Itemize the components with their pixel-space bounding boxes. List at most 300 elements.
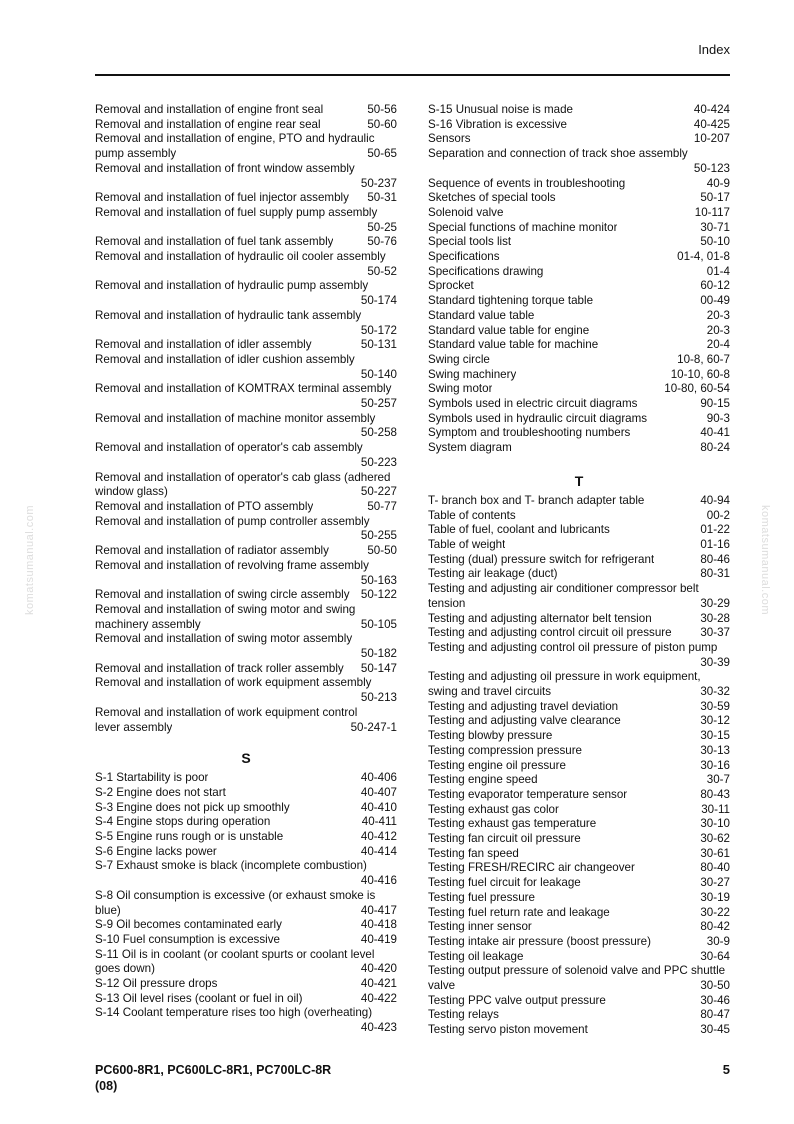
entry-row [95,191,397,206]
index-entry [95,250,397,279]
entry-row [95,933,397,948]
entry-title: Testing exhaust gas temperature [428,817,597,831]
index-entry [95,603,397,632]
entry-title: S-13 Oil level rises (coolant or fuel in oil) [95,991,303,1005]
entry-title: Removal and installation of engine rear seal [95,117,321,131]
index-entry [428,177,730,192]
index-entry [95,977,397,992]
entry-title: Removal and installation of swing circle assembly [95,588,350,602]
index-entry [428,641,730,670]
entry-title: Testing PPC valve output pressure [428,993,606,1007]
entry-page-ref: 30-59 [700,699,730,713]
entry-row [428,221,730,236]
entry-page-ref: 00-2 [706,508,730,522]
entry-row [428,906,730,921]
entry-row [428,324,730,339]
entry-page-ref: 80-24 [700,441,730,455]
index-entry [428,817,730,832]
entry-title: S-14 Coolant temperature rises too high (overheating) [95,1006,373,1020]
entry-title: S-5 Engine runs rough or is unstable [95,830,284,844]
entry-page-ref: 40-423 [360,1021,397,1035]
index-entry [428,935,730,950]
index-entry [428,773,730,788]
footer-model [95,1062,331,1094]
entry-page-ref: 01-16 [700,537,730,551]
entry-title: Removal and installation of hydraulic tank assembly [95,308,362,322]
entry-page-ref: 40-414 [360,844,397,858]
entry-page-ref: 50-140 [360,367,397,381]
index-entry [428,861,730,876]
entry-title: S-7 Exhaust smoke is black (incomplete combustion) [95,859,367,873]
entry-title: Testing and adjusting travel deviation [428,699,619,713]
index-entry [95,118,397,133]
entry-title: Testing relays [428,1008,499,1022]
entry-title: S-6 Engine lacks power [95,844,217,858]
entry-row [428,832,730,847]
entry-title: Swing machinery [428,367,517,381]
index-entry [95,815,397,830]
entry-page-ref: 20-3 [706,323,730,337]
index-entry [428,714,730,729]
entry-row [95,618,397,633]
entry-title: Table of contents [428,508,516,522]
entry-page-ref: 50-182 [360,647,397,661]
index-entry [95,103,397,118]
entry-page-ref: 50-255 [360,529,397,543]
index-entry [428,832,730,847]
entry-title: Testing compression pressure [428,743,583,757]
index-entry [428,906,730,921]
entry-row [428,597,730,612]
entry-page-ref: 50-163 [360,573,397,587]
entry-title: Removal and installation of engine, PTO and hydraulic [95,132,375,146]
entry-row [428,700,730,715]
entry-title: Solenoid valve [428,205,504,219]
entry-title: Sprocket [428,279,474,293]
section-letter: S [241,750,251,767]
entry-title: Sensors [428,132,471,146]
index-entry [428,397,730,412]
entry-page-ref: 30-12 [700,714,730,728]
entry-title: Sequence of events in troubleshooting [428,176,626,190]
entry-title: Testing air leakage (duct) [428,567,558,581]
index-entry [428,118,730,133]
entry-title: S-8 Oil consumption is excessive (or exhaust smoke is [95,888,376,902]
entry-row [428,538,730,553]
entry-title: S-12 Oil pressure drops [95,977,218,991]
entry-title: Removal and installation of hydraulic oil cooler assembly [95,250,386,264]
index-entry [428,876,730,891]
footer-model-names: PC600-8R1, PC600LC-8R1, PC700LC-8R [95,1063,332,1077]
entry-title: Special functions of machine monitor [428,220,618,234]
index-entry [428,235,730,250]
entry-title: S-1 Startability is poor [95,771,209,785]
entry-page-ref: 50-76 [367,235,397,249]
index-entry [428,103,730,118]
entry-page-ref: 50-213 [360,691,397,705]
entry-title: Testing intake air pressure (boost pressure) [428,934,651,948]
index-entry [428,891,730,906]
entry-title: S-16 Vibration is excessive [428,117,567,131]
entry-title: Testing and adjusting control oil pressure of piston pump [428,640,718,654]
index-entry [95,206,397,235]
entry-row [428,773,730,788]
entry-page-ref: 50-50 [367,544,397,558]
entry-title: blue) [95,903,121,917]
entry-row [428,950,730,965]
entry-title: Symptom and troubleshooting numbers [428,426,631,440]
entry-row [428,353,730,368]
entry-title: Symbols used in electric circuit diagrams [428,397,638,411]
entry-row [428,412,730,427]
entry-title: tension [428,596,466,610]
index-entry [428,1008,730,1023]
entry-page-ref: 50-17 [700,191,730,205]
entry-row [428,494,730,509]
entry-title: Testing fan speed [428,846,519,860]
entry-title: Testing engine speed [428,773,538,787]
entry-page-ref: 50-60 [367,117,397,131]
footer-page-number: 5 [722,1062,730,1077]
entry-page-ref: 30-19 [700,890,730,904]
entry-title: Removal and installation of revolving frame assembly [95,558,369,572]
entry-row [95,992,397,1007]
index-entry [95,382,397,411]
index-column-left [95,103,397,1036]
entry-row [428,523,730,538]
entry-page-ref: 30-62 [700,832,730,846]
index-entry [428,1023,730,1038]
entry-page-ref: 10-8, 60-7 [677,352,730,366]
entry-title: T- branch box and T- branch adapter table [428,493,645,507]
entry-title: swing and travel circuits [428,685,552,699]
entry-row [428,309,730,324]
index-entry [428,700,730,715]
entry-row [428,368,730,383]
entry-title: Removal and installation of KOMTRAX terminal assembly [95,382,392,396]
index-entry [428,221,730,236]
index-entry [95,353,397,382]
entry-title: Testing evaporator temperature sensor [428,787,628,801]
entry-title: Testing blowby pressure [428,729,553,743]
entry-row [428,861,730,876]
entry-row [428,788,730,803]
index-entry [95,889,397,918]
entry-row [428,338,730,353]
entry-title: S-4 Engine stops during operation [95,815,271,829]
entry-title: Table of fuel, coolant and lubricants [428,523,610,537]
entry-title: S-10 Fuel consumption is excessive [95,932,280,946]
entry-page-ref: 50-174 [360,294,397,308]
index-entry [95,948,397,977]
entry-page-ref: 30-27 [700,876,730,890]
entry-title: Testing servo piston movement [428,1023,588,1037]
entry-title: Removal and installation of engine front seal [95,103,324,116]
entry-row [428,441,730,456]
index-entry [428,368,730,383]
watermark-left: komatsumanual.com [24,505,36,615]
entry-title: Separation and connection of track shoe assembly [428,147,688,161]
entry-title: Testing and adjusting control circuit oil pressure [428,626,672,640]
entry-row [428,426,730,441]
entry-page-ref: 30-13 [700,743,730,757]
entry-title: machinery assembly [95,617,201,631]
entry-title: System diagram [428,441,512,455]
entry-row [95,845,397,860]
entry-title: Removal and installation of operator's cab assembly [95,441,363,455]
index-entry [95,992,397,1007]
index-entry [428,553,730,568]
entry-page-ref: 50-223 [360,455,397,469]
entry-page-ref: 80-47 [700,1008,730,1022]
entry-row [95,338,397,353]
index-entry [428,759,730,774]
entry-page-ref: 01-4 [706,264,730,278]
index-entry [428,338,730,353]
section-letter: T [574,472,584,489]
entry-page-ref: 40-411 [361,815,397,829]
entry-row [95,103,397,118]
entry-title: lever assembly [95,720,173,734]
entry-page-ref: 20-4 [706,338,730,352]
entry-row [95,118,397,133]
entry-page-ref: 10-117 [694,205,730,219]
entry-row [95,962,397,977]
entry-row [428,803,730,818]
entry-title: Removal and installation of fuel injector assembly [95,191,349,205]
entry-title: Swing motor [428,382,493,396]
index-entry [95,706,397,735]
entry-page-ref: 50-105 [360,617,397,631]
entry-page-ref: 30-39 [700,655,730,669]
entry-page-ref: 20-3 [706,308,730,322]
entry-row [428,1023,730,1038]
entry-row [95,235,397,250]
index-entry [428,788,730,803]
entry-page-ref: 80-40 [700,861,730,875]
entry-row [428,103,730,118]
index-entry [428,950,730,965]
entry-page-ref: 40-425 [693,117,730,131]
index-entry [428,294,730,309]
index-entry [428,509,730,524]
entry-row [95,977,397,992]
entry-page-ref: 80-46 [700,552,730,566]
entry-title: Special tools list [428,235,512,249]
entry-page-ref: 30-32 [700,685,730,699]
entry-row [428,382,730,397]
entry-title: Specifications [428,250,500,264]
entry-row [428,279,730,294]
index-entry [428,964,730,993]
entry-page-ref: 50-237 [360,176,397,190]
entry-page-ref: 40-419 [360,932,397,946]
entry-title: Removal and installation of front window assembly [95,161,355,175]
entry-page-ref: 40-410 [360,800,397,814]
index-entry [95,515,397,544]
entry-row [428,817,730,832]
entry-page-ref: 50-65 [367,147,397,161]
entry-row [95,815,397,830]
index-entry [428,670,730,699]
entry-page-ref: 40-412 [360,830,397,844]
entry-page-ref: 50-25 [367,220,397,234]
entry-row [428,685,730,700]
entry-title: Testing fuel return rate and leakage [428,905,610,919]
index-entry [428,132,730,147]
entry-row [428,250,730,265]
entry-title: Testing output pressure of solenoid valve and PPC shuttle [428,964,726,978]
entry-page-ref: 40-407 [360,785,397,799]
entry-title: Removal and installation of radiator assembly [95,544,329,558]
entry-title: Removal and installation of operator's cab glass (adhered [95,470,391,484]
entry-page-ref: 40-422 [360,991,397,1005]
index-entry [95,309,397,338]
entry-page-ref: 90-3 [706,411,730,425]
entry-page-ref: 40-416 [360,874,397,888]
entry-page-ref: 30-22 [700,905,730,919]
index-entry [95,544,397,559]
entry-page-ref: 80-31 [700,567,730,581]
index-entry [95,859,397,888]
index-entry [95,771,397,786]
entry-row [428,294,730,309]
entry-row [428,132,730,147]
entry-title: Testing and adjusting alternator belt tension [428,611,652,625]
entry-title: Removal and installation of idler cushion assembly [95,352,355,366]
entry-page-ref: 30-50 [700,979,730,993]
entry-title: Standard value table [428,308,535,322]
entry-row [95,904,397,919]
index-entry [428,309,730,324]
entry-page-ref: 40-41 [700,426,730,440]
entry-page-ref: 30-37 [700,626,730,640]
entry-page-ref: 50-31 [367,191,397,205]
index-entry [95,588,397,603]
entry-row [95,662,397,677]
entry-page-ref: 90-15 [700,397,730,411]
entry-page-ref: 30-45 [700,1023,730,1037]
entry-title: Testing fuel pressure [428,890,535,904]
index-entry [428,744,730,759]
entry-row [428,553,730,568]
index-entry [428,412,730,427]
index-entry [428,523,730,538]
entry-title: S-2 Engine does not start [95,785,226,799]
entry-title: valve [428,979,456,993]
index-entry [95,845,397,860]
entry-row [428,626,730,641]
entry-page-ref: 50-258 [360,426,397,440]
entry-row [95,801,397,816]
index-entry [428,729,730,744]
entry-page-ref: 10-207 [693,132,730,146]
entry-page-ref: 30-16 [700,758,730,772]
header-rule [95,74,730,76]
entry-page-ref: 30-61 [700,846,730,860]
index-entry [95,191,397,206]
entry-title: Testing (dual) pressure switch for refrigerant [428,552,655,566]
entry-row [428,509,730,524]
entry-row [95,830,397,845]
entry-title: Testing exhaust gas color [428,802,559,816]
entry-row [428,1008,730,1023]
entry-row [428,979,730,994]
entry-title: window glass) [95,485,168,499]
entry-page-ref: 50-257 [360,397,397,411]
entry-page-ref: 30-15 [700,729,730,743]
index-entry [95,1006,397,1035]
entry-title: Testing and adjusting air conditioner compressor belt [428,582,699,596]
entry-title: Symbols used in hydraulic circuit diagrams [428,411,648,425]
entry-page-ref: 40-406 [360,771,397,785]
entry-title: Removal and installation of work equipment assembly [95,676,372,690]
index-entry [428,847,730,862]
entry-page-ref: 50-131 [360,338,397,352]
entry-title: Removal and installation of fuel supply pump assembly [95,205,378,219]
index-entry [95,162,397,191]
index-entry [428,920,730,935]
entry-page-ref: 30-29 [700,596,730,610]
entry-page-ref: 10-80, 60-54 [664,382,730,396]
entry-title: Removal and installation of PTO assembly [95,499,314,513]
index-entry [428,324,730,339]
entry-title: Testing FRESH/RECIRC air changeover [428,861,635,875]
index-entry [428,147,730,176]
index-entry [95,830,397,845]
entry-row [95,544,397,559]
index-column-right [428,103,730,1038]
entry-page-ref: 30-9 [706,934,730,948]
entry-row [95,721,397,736]
entry-row [95,771,397,786]
entry-page-ref: 80-42 [700,920,730,934]
entry-page-ref: 80-43 [700,787,730,801]
footer-edition: (08) [95,1079,118,1093]
entry-page-ref: 50-122 [360,588,397,602]
entry-page-ref: 10-10, 60-8 [670,367,730,381]
index-entry [428,441,730,456]
entry-page-ref: 30-10 [700,817,730,831]
entry-page-ref: 30-28 [700,611,730,625]
entry-title: Removal and installation of machine monitor assembly [95,411,376,425]
index-entry [95,500,397,515]
entry-page-ref: 01-4, 01-8 [677,250,730,264]
entry-row [428,397,730,412]
entry-title: Swing circle [428,352,490,366]
index-entry [428,567,730,582]
entry-title: S-3 Engine does not pick up smoothly [95,800,290,814]
entry-title: Table of weight [428,537,506,551]
entry-title: Testing oil leakage [428,949,524,963]
entry-page-ref: 30-64 [700,949,730,963]
entry-row [428,920,730,935]
entry-row [95,786,397,801]
entry-title: Standard value table for machine [428,338,599,352]
index-entry [428,612,730,627]
entry-page-ref: 40-9 [706,176,730,190]
entry-page-ref: 50-56 [367,103,397,116]
entry-page-ref: 40-421 [360,977,397,991]
index-entry [428,994,730,1009]
entry-page-ref: 50-227 [360,485,397,499]
index-entry [95,235,397,250]
entry-title: Testing and adjusting oil pressure in work equipment, [428,670,701,684]
entry-page-ref: 50-10 [700,235,730,249]
entry-title: Removal and installation of idler assembly [95,338,312,352]
entry-title: Testing fuel circuit for leakage [428,876,581,890]
index-entry [428,191,730,206]
